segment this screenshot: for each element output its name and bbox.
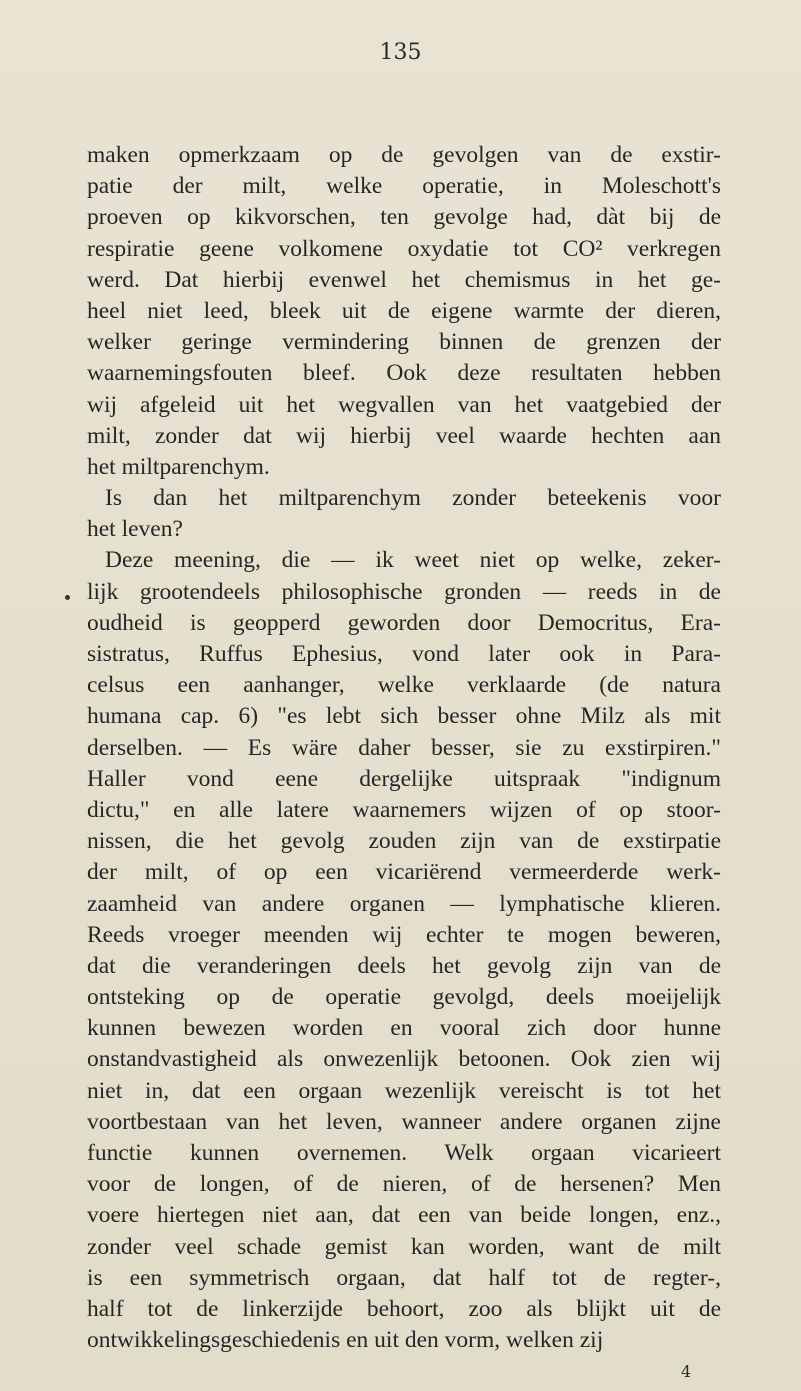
text-line: ontwikkelingsgeschiedenis en uit den vorm, welken zij bbox=[87, 1327, 604, 1354]
text-line: nissen, die het gevolg zouden zijn van de exstirpatie bbox=[87, 828, 721, 855]
text-line: oudheid is geopperd geworden door Democritus, Era- bbox=[87, 609, 721, 636]
text-line: maken opmerkzaam op de gevolgen van de exstir- bbox=[87, 142, 721, 168]
text-line: Is dan het miltparenchym zonder beteekenis voor bbox=[105, 485, 721, 512]
text-line: milt, zonder dat wij hierbij veel waarde hechten aan bbox=[87, 422, 721, 449]
text-line: zonder veel schade gemist kan worden, want de milt bbox=[87, 1233, 721, 1260]
text-line: welker geringe vermindering binnen de grenzen der bbox=[87, 329, 721, 356]
margin-dot bbox=[65, 595, 70, 600]
text-line: voere hiertegen niet aan, dat een van beide longen, enz., bbox=[87, 1202, 721, 1229]
text-line: is een symmetrisch orgaan, dat half tot de regter-, bbox=[87, 1264, 721, 1291]
text-line: Haller vond eene dergelijke uitspraak "indignum bbox=[87, 765, 721, 792]
text-line: wij afgeleid uit het wegvallen van het vaatgebied der bbox=[87, 391, 721, 418]
text-line: lijk grootendeels philosophische gronden — reeds in de bbox=[87, 578, 721, 605]
text-line: voor de longen, of de nieren, of de hersenen? Men bbox=[87, 1171, 721, 1198]
text-line: patie der milt, welke operatie, in Moleschott's bbox=[87, 173, 721, 200]
text-line: celsus een aanhanger, welke verklaarde (de natura bbox=[87, 672, 721, 699]
text-line: respiratie geene volkomene oxydatie tot CO² verkregen bbox=[87, 235, 721, 262]
text-line: dictu," en alle latere waarnemers wijzen of op stoor- bbox=[87, 796, 721, 823]
text-line: Reeds vroeger meenden wij echter te mogen beweren, bbox=[87, 921, 721, 948]
text-line: sistratus, Ruffus Ephesius, vond later ook in Para- bbox=[87, 641, 721, 667]
text-line: waarnemingsfouten bleef. Ook deze resultaten hebben bbox=[87, 360, 721, 387]
text-line: derselben. — Es wäre daher besser, sie zu exstirpiren." bbox=[87, 734, 721, 761]
text-line: functie kunnen overnemen. Welk orgaan vicarieert bbox=[87, 1140, 721, 1166]
text-line: werd. Dat hierbij evenwel het chemismus in het ge- bbox=[87, 266, 721, 293]
page-number: 135 bbox=[379, 40, 422, 65]
text-line: het leven? bbox=[87, 516, 183, 543]
text-line: niet in, dat een orgaan wezenlijk vereischt is tot het bbox=[87, 1077, 721, 1104]
text-line: kunnen bewezen worden en vooral zich door hunne bbox=[87, 1015, 721, 1042]
text-line: voortbestaan van het leven, wanneer andere organen zijne bbox=[87, 1108, 721, 1135]
text-line: der milt, of op een vicariërend vermeerderde werk- bbox=[87, 859, 721, 886]
text-line: half tot de linkerzijde behoort, zoo als blijkt uit de bbox=[87, 1295, 721, 1322]
text-line: ontsteking op de operatie gevolgd, deels moeijelijk bbox=[87, 984, 721, 1011]
body-text bbox=[87, 140, 721, 1356]
text-line: Deze meening, die — ik weet niet op welke, zeker- bbox=[105, 547, 721, 574]
text-line: onstandvastigheid als onwezenlijk betoonen. Ook zien wij bbox=[87, 1046, 721, 1073]
text-line: heel niet leed, bleek uit de eigene warmte der dieren, bbox=[87, 297, 721, 324]
text-line: humana cap. 6) "es lebt sich besser ohne Milz als mit bbox=[87, 703, 721, 730]
text-line: zaamheid van andere organen — lymphatische klieren. bbox=[87, 890, 721, 917]
text-line: proeven op kikvorschen, ten gevolge had, dàt bij de bbox=[87, 204, 721, 231]
text-line: dat die veranderingen deels het gevolg zijn van de bbox=[87, 952, 721, 979]
footer-mark: 4 bbox=[681, 1362, 692, 1381]
text-line: het miltparenchym. bbox=[87, 453, 270, 480]
